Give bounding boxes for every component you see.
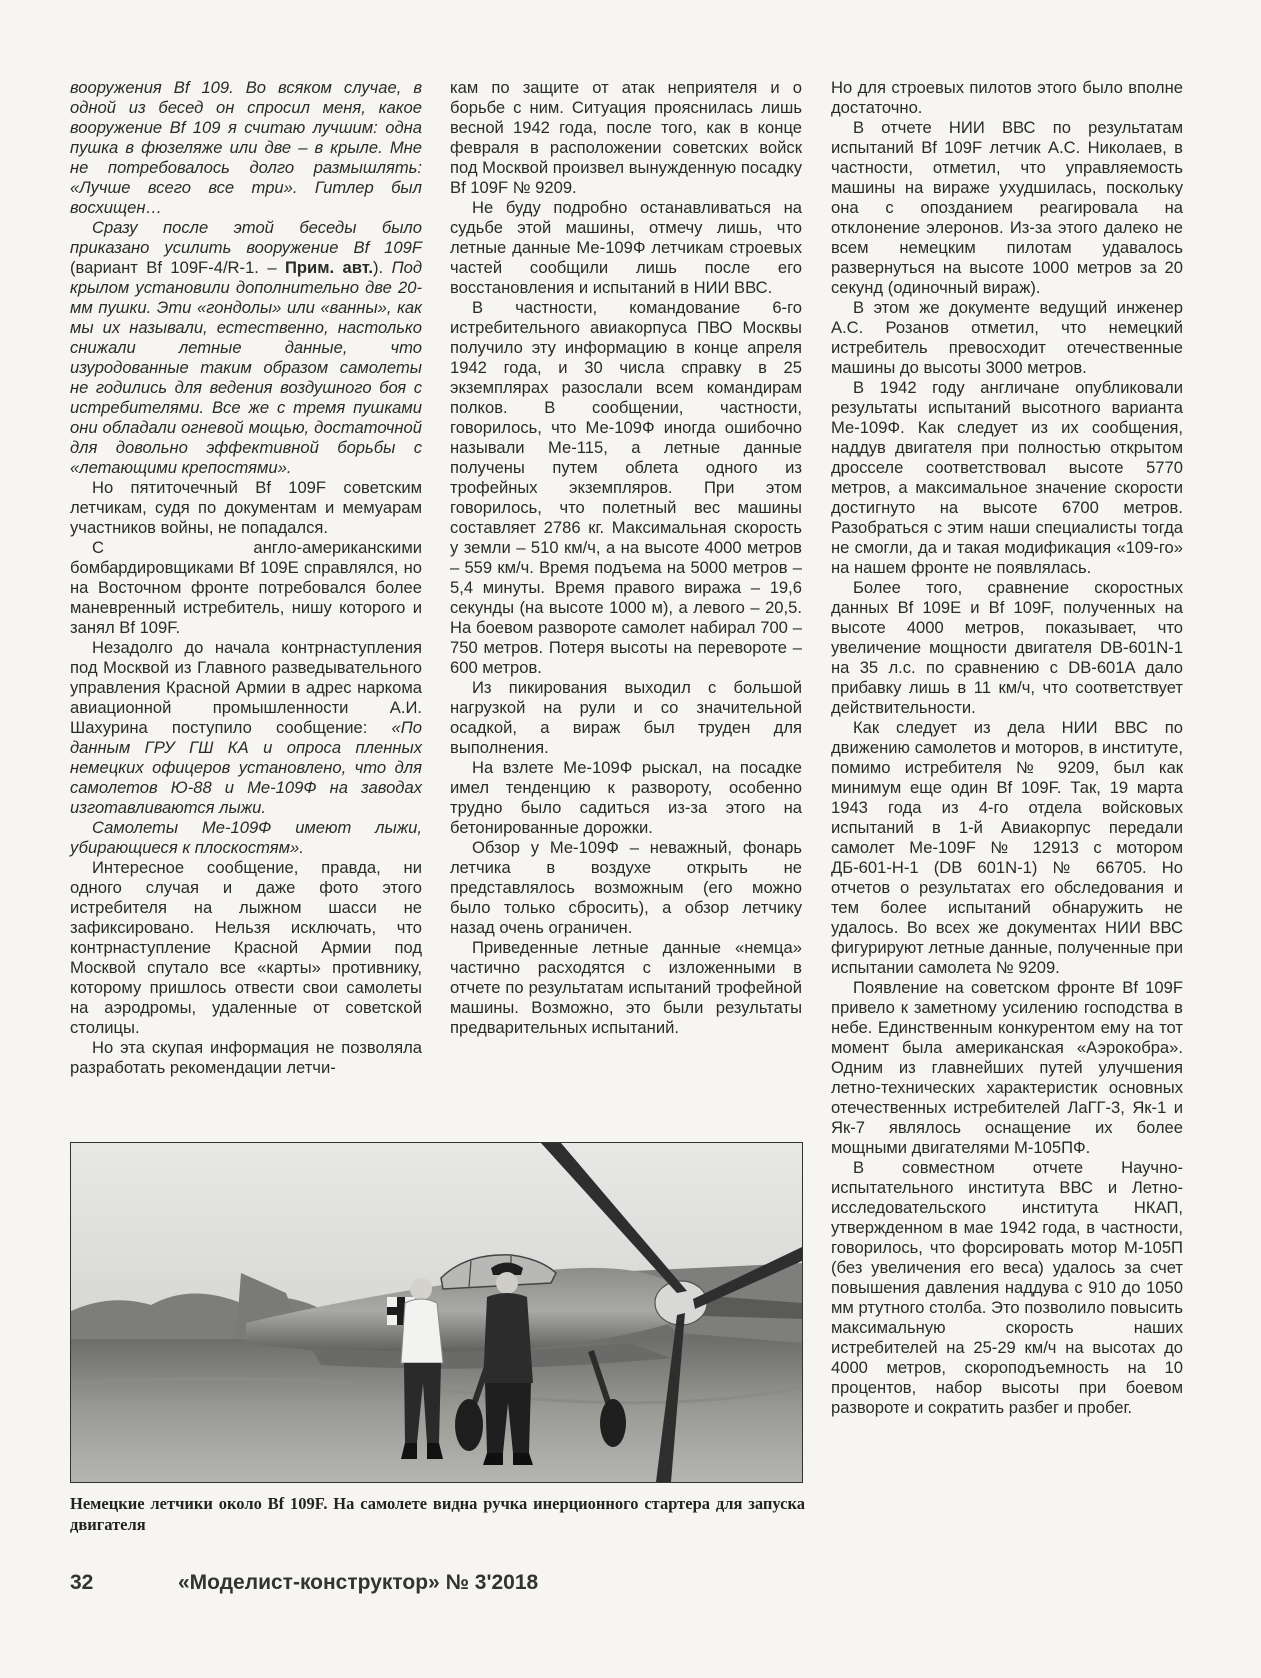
paragraph: Приведенные летные данные «немца» частично расходятся с изложенными в отчете по результатам испытаний трофейной машины. Возможно, это были результаты предварительных испытаний. bbox=[450, 938, 802, 1037]
paragraph: Из пикирования выходил с большой нагрузкой на рули и со значительной осадкой, а вираж был труден для выполнения. bbox=[450, 678, 802, 757]
paragraph: В отчете НИИ ВВС по результатам испытаний Bf 109F летчик А.С. Николаев, в частности, отметил, что управляемость машины на вираже ухудшилась, поскольку она с опозданием реагировала на отклонение элеронов. Из-за этого далеко не всем немецким пилотам удавалось развернуться на высоте 1000 метров за 20 секунд (одиночный вираж). bbox=[831, 118, 1183, 297]
paragraph: Сразу после этой беседы было приказано усилить вооружение Bf 109F (вариант Bf 109F-4/R-1. – Прим. авт.). Под крылом установили дополнительно две 20-мм пушки. Эти «гондолы» или «ванны», как мы их называли, естественно, настолько снижали летные данные, что изуродованные таким образом самолеты не годились для ведения воздушного боя с истребителями. Все же с тремя пушками они обладали огневой мощью, достаточной для довольно эффективной борьбы с «летающими крепостями». bbox=[70, 218, 423, 477]
paragraph: Обзор у Ме-109Ф – неважный, фонарь летчика в воздухе открыть не представлялось возможным (его можно было только сбросить), а обзор летчику назад очень ограничен. bbox=[450, 838, 802, 937]
journal-title: «Моделист-конструктор» № 3'2018 bbox=[178, 1571, 539, 1594]
paragraph: Более того, сравнение скоростных данных Bf 109E и Bf 109F, полученных на высоте 4000 метров, показывает, что увеличение мощности двигателя DB-601N-1 на 35 л.с. по сравнению с DB-601A дало прибавку лишь в 11 км/ч, что соответствует действительности. bbox=[831, 578, 1183, 717]
paragraph: В 1942 году англичане опубликовали результаты испытаний высотного варианта Ме-109Ф. Как следует из их сообщения, наддув двигателя при полностью открытом дросселе соответствовал высоте 5770 метров, а максимальное значение скорости достигнуто на высоте 6700 метров. Разобраться с этим наши специалисты тогда не смогли, да и такая модификация «109-го» на нашем фронте не появлялась. bbox=[831, 378, 1183, 577]
aircraft-photo bbox=[70, 1142, 803, 1483]
paragraph: вооружения Bf 109. Во всяком случае, в одной из бесед он спросил меня, какое вооружение Bf 109 я считаю лучшим: одна пушка в фюзеляже или две – в крыле. Мне не потребовалось долго размышлять: «Лучше всего все три». Гитлер был восхищен… bbox=[70, 78, 422, 217]
paragraph: Но для строевых пилотов этого было вполне достаточно. bbox=[831, 78, 1183, 117]
paragraph: В этом же документе ведущий инженер А.С. Розанов отметил, что немецкий истребитель превосходит отечественные машины до высоты 3000 метров. bbox=[831, 298, 1183, 377]
paragraph: Появление на советском фронте Bf 109F привело к заметному усилению господства в небе. Единственным конкурентом ему на тот момент была американская «Аэрокобра». Одним из главнейших путей улучшения летно-технических характеристик основных отечественных истребителей ЛаГГ-3, Як-1 и Як-7 являлось оснащение их более мощными двигателями М-105ПФ. bbox=[831, 978, 1183, 1157]
paragraph: В частности, командование 6-го истребительного авиакорпуса ПВО Москвы получило эту информацию в конце апреля 1942 года, и 30 числа справку в 25 экземплярах разослали всем командирам полков. В сообщении, частности, говорилось, что Ме-109Ф иногда ошибочно называли Ме-115, а летные данные получены путем облета одного из трофейных экземпляров. При этом говорилось, что полетный вес машины составляет 2786 кг. Максимальная скорость у земли – 510 км/ч, а на высоте 4000 метров – 559 км/ч. Время подъема на 5000 метров – 5,4 минуты. Время правого виража – 19,6 секунды (на высоте 1000 м), а левого – 20,5. На боевом развороте самолет набирал 700 – 750 метров. Потеря высоты на перевороте – 600 метров. bbox=[450, 298, 802, 677]
paragraph: Незадолго до начала контрнаступления под Москвой из Главного разведывательного управления Красной Армии в адрес наркома авиационной промышленности А.И. Шахурина поступило сообщение: «По данным ГРУ ГШ КА и опроса пленных немецких офицеров установлено, что для самолетов Ю-88 и Ме-109Ф на заводах изготавливаются лыжи. bbox=[70, 638, 422, 817]
paragraph: На взлете Ме-109Ф рыскал, на посадке имел тенденцию к развороту, особенно трудно было садиться из-за этого на бетонированные дорожки. bbox=[450, 758, 802, 837]
text-column-2 bbox=[450, 78, 802, 1038]
paragraph: Самолеты Ме-109Ф имеют лыжи, убирающиеся к плоскостям». bbox=[70, 818, 422, 857]
paragraph: Но пятиточечный Bf 109F советским летчикам, судя по документам и мемуарам участников войны, не попадался. bbox=[70, 478, 422, 537]
paragraph: В совместном отчете Научно-испытательного института ВВС и Летно-исследовательского института НКАП, утвержденном в мае 1942 года, в частности, говорилось, что форсировать мотор М-105П (без увеличения его веса) удалось за счет повышения давления наддува с 910 до 1050 мм ртутного столба. Это позволило повысить максимальную скорость наших истребителей на 25-29 км/ч на высотах до 4000 метров, скороподъемность на 10 процентов, набор высоты при боевом развороте и сократить разбег и пробег. bbox=[831, 1158, 1183, 1417]
paragraph: С англо-американскими бомбардировщиками Bf 109E справлялся, но на Восточном фронте потребовался более маневренный истребитель, нишу которого и занял Bf 109F. bbox=[70, 538, 422, 637]
photo-caption: Немецкие летчики около Bf 109F. На самолете видна ручка инерционного стартера для запуска двигателя bbox=[70, 1494, 805, 1534]
page-number: 32 bbox=[70, 1571, 94, 1594]
paragraph: Как следует из дела НИИ ВВС по движению самолетов и моторов, в институте, помимо истребителя № 9209, был как минимум еще один Bf 109F. Так, 19 марта 1943 года из 4-го отдела войсковых испытаний в 1-й Авиакорпус передали самолет Ме-109F № 12913 с мотором ДБ-601-Н-1 (DB 601N-1) № 66705. Но отчетов о результатах его обследования и тем более испытаний обнаружить не удалось. Во всех же документах НИИ ВВС фигурируют летные данные, полученные при испытании самолета № 9209. bbox=[831, 718, 1183, 977]
aircraft-photo-illustration bbox=[71, 1143, 802, 1482]
paragraph: Не буду подробно останавливаться на судьбе этой машины, отмечу лишь, что летные данные Ме-109Ф летчикам строевых частей сообщили лишь после его восстановления и испытаний в НИИ ВВС. bbox=[450, 198, 802, 297]
paragraph: Но эта скупая информация не позволяла разработать рекомендации летчи- bbox=[70, 1038, 422, 1077]
paragraph: Интересное сообщение, правда, ни одного случая и даже фото этого истребителя на лыжном шасси не зафиксировано. Нельзя исключать, что контрнаступление Красной Армии под Москвой спутало все «карты» противнику, которому пришлось отвести свои самолеты на аэродромы, удаленные от советской столицы. bbox=[70, 858, 422, 1037]
paragraph: кам по защите от атак неприятеля и о борьбе с ним. Ситуация прояснилась лишь весной 1942 года, после того, как в конце февраля в расположении советских войск под Москвой произвел вынужденную посадку Bf 109F № 9209. bbox=[450, 78, 802, 197]
text-column-3 bbox=[831, 78, 1183, 1418]
text-column-1 bbox=[70, 78, 422, 1078]
